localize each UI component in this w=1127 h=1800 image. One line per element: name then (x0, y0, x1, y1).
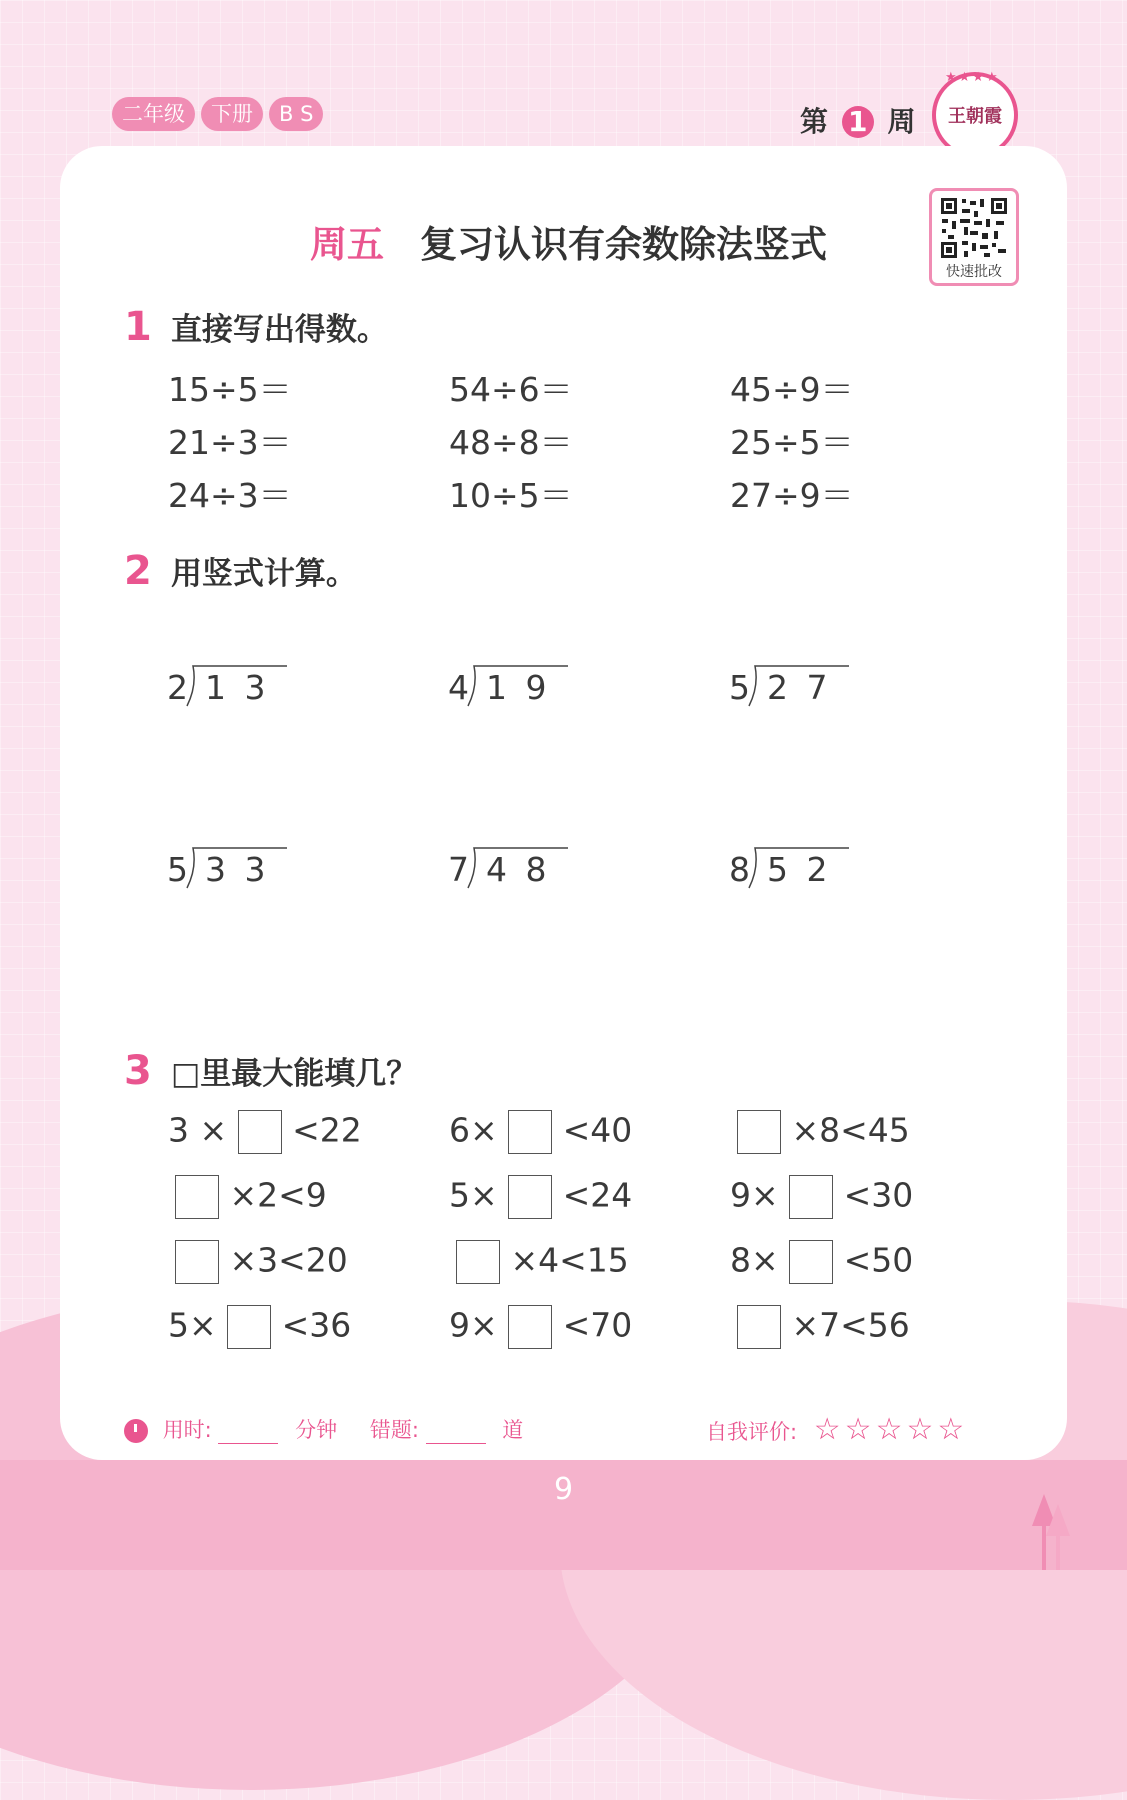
time-unit: 分钟 (295, 1418, 338, 1442)
section-2-number: 2 (124, 548, 152, 594)
dividend: 2 7 (767, 668, 832, 707)
section-3-header (124, 1048, 417, 1094)
answer-box[interactable] (737, 1305, 781, 1349)
star-icon[interactable]: ☆ (937, 1412, 965, 1447)
expr-left: 9× (730, 1175, 779, 1215)
star-icon[interactable]: ☆ (844, 1412, 872, 1447)
star-icon[interactable]: ☆ (906, 1412, 934, 1447)
section-1-title: 直接写出得数。 (170, 312, 388, 348)
divisor: 5 (167, 850, 188, 889)
expr-right: ×7<56 (791, 1305, 910, 1345)
inequality-2-2 (449, 1175, 632, 1219)
section-1-header (124, 304, 388, 350)
problem-3-1: 24÷3＝ (168, 476, 292, 515)
tag-volume: 下册 (201, 97, 263, 131)
page-number: 9 (553, 1472, 574, 1507)
time-input-line[interactable] (218, 1423, 278, 1444)
self-evaluation (706, 1412, 968, 1447)
expr-left: 8× (730, 1240, 779, 1280)
dividend: 1 3 (205, 668, 270, 707)
answer-box[interactable] (508, 1305, 552, 1349)
inequality-4-3 (737, 1305, 910, 1349)
star-icon[interactable]: ☆ (875, 1412, 903, 1447)
week-indicator (800, 100, 916, 140)
answer-box[interactable] (737, 1110, 781, 1154)
error-label: 错题: (369, 1418, 419, 1442)
section-3-number: 3 (124, 1048, 152, 1094)
problem-3-2: 10÷5＝ (449, 476, 573, 515)
divisor: 4 (448, 668, 469, 707)
inequality-2-3 (730, 1175, 913, 1219)
problem-1-2: 54÷6＝ (449, 370, 573, 409)
page-title (310, 214, 827, 268)
dividend: 5 2 (767, 850, 832, 889)
logo-stars-icon: ★★★★ (945, 70, 1000, 85)
expr-right: <24 (562, 1175, 633, 1215)
expr-left: 9× (449, 1305, 498, 1345)
inequality-3-3 (730, 1240, 913, 1284)
problem-1-1: 15÷5＝ (168, 370, 292, 409)
problem-2-1: 21÷3＝ (168, 423, 292, 462)
week-number: 1 (848, 105, 868, 138)
problem-1-3: 45÷9＝ (730, 370, 854, 409)
divisor: 2 (167, 668, 188, 707)
error-input-line[interactable] (426, 1423, 486, 1444)
week-suffix: 周 (887, 105, 916, 138)
answer-box[interactable] (456, 1240, 500, 1284)
answer-box[interactable] (789, 1175, 833, 1219)
dividend: 1 9 (486, 668, 551, 707)
dividend: 4 8 (486, 850, 551, 889)
expr-left: 3 × (168, 1110, 228, 1150)
inequality-3-2 (456, 1240, 629, 1284)
expr-left: 5× (449, 1175, 498, 1215)
expr-right: ×3<20 (229, 1240, 348, 1280)
title-day: 周五 (310, 223, 384, 266)
problem-3-3: 27÷9＝ (730, 476, 854, 515)
expr-right: ×2<9 (229, 1175, 327, 1215)
week-prefix: 第 (800, 105, 829, 138)
qr-label: 快速批改 (946, 264, 1002, 280)
answer-box[interactable] (175, 1175, 219, 1219)
divisor: 5 (729, 668, 750, 707)
problem-2-2: 48÷8＝ (449, 423, 573, 462)
problem-2-3: 25÷5＝ (730, 423, 854, 462)
answer-box[interactable] (508, 1110, 552, 1154)
expr-right: <40 (562, 1110, 633, 1150)
inequality-4-2 (449, 1305, 632, 1349)
expr-right: <36 (281, 1305, 352, 1345)
answer-box[interactable] (175, 1240, 219, 1284)
inequality-1-3 (737, 1110, 910, 1154)
tag-grade: 二年级 (112, 97, 195, 131)
expr-left: 6× (449, 1110, 498, 1150)
answer-box[interactable] (508, 1175, 552, 1219)
inequality-1-2 (449, 1110, 632, 1154)
eval-label: 自我评价: (706, 1420, 798, 1444)
answer-box[interactable] (238, 1110, 282, 1154)
expr-right: <22 (292, 1110, 362, 1150)
expr-left: 5× (168, 1305, 217, 1345)
answer-box[interactable] (789, 1240, 833, 1284)
inequality-3-1 (175, 1240, 348, 1284)
divisor: 7 (448, 850, 469, 889)
logo-text: 王朝霞 (948, 106, 1002, 127)
stopwatch-icon (124, 1419, 148, 1443)
inequality-4-1 (168, 1305, 351, 1349)
expr-right: <70 (562, 1305, 633, 1345)
divisor: 8 (729, 850, 750, 889)
grade-tags (112, 97, 329, 131)
section-3-title: □里最大能填几？ (170, 1056, 418, 1092)
qr-code-icon (940, 197, 1008, 259)
answer-box[interactable] (227, 1305, 271, 1349)
time-label: 用时: (162, 1418, 212, 1442)
section-2-header (124, 548, 357, 594)
expr-right: <30 (843, 1175, 914, 1215)
inequality-2-1 (175, 1175, 327, 1219)
section-2-title: 用竖式计算。 (170, 556, 357, 592)
dividend: 3 3 (205, 850, 270, 889)
title-text: 复习认识有余数除法竖式 (420, 223, 827, 266)
footer-timer (124, 1414, 523, 1444)
section-1-number: 1 (124, 304, 152, 350)
tag-edition: B S (269, 97, 323, 131)
error-unit: 道 (502, 1418, 524, 1442)
expr-right: <50 (843, 1240, 914, 1280)
expr-right: ×8<45 (791, 1110, 910, 1150)
arrow-decoration-icon (1028, 1490, 1076, 1570)
week-number-badge (842, 106, 874, 138)
inequality-1-1 (168, 1110, 362, 1154)
expr-right: ×4<15 (510, 1240, 629, 1280)
star-icon[interactable]: ☆ (813, 1412, 841, 1447)
qr-panel[interactable] (929, 188, 1019, 286)
